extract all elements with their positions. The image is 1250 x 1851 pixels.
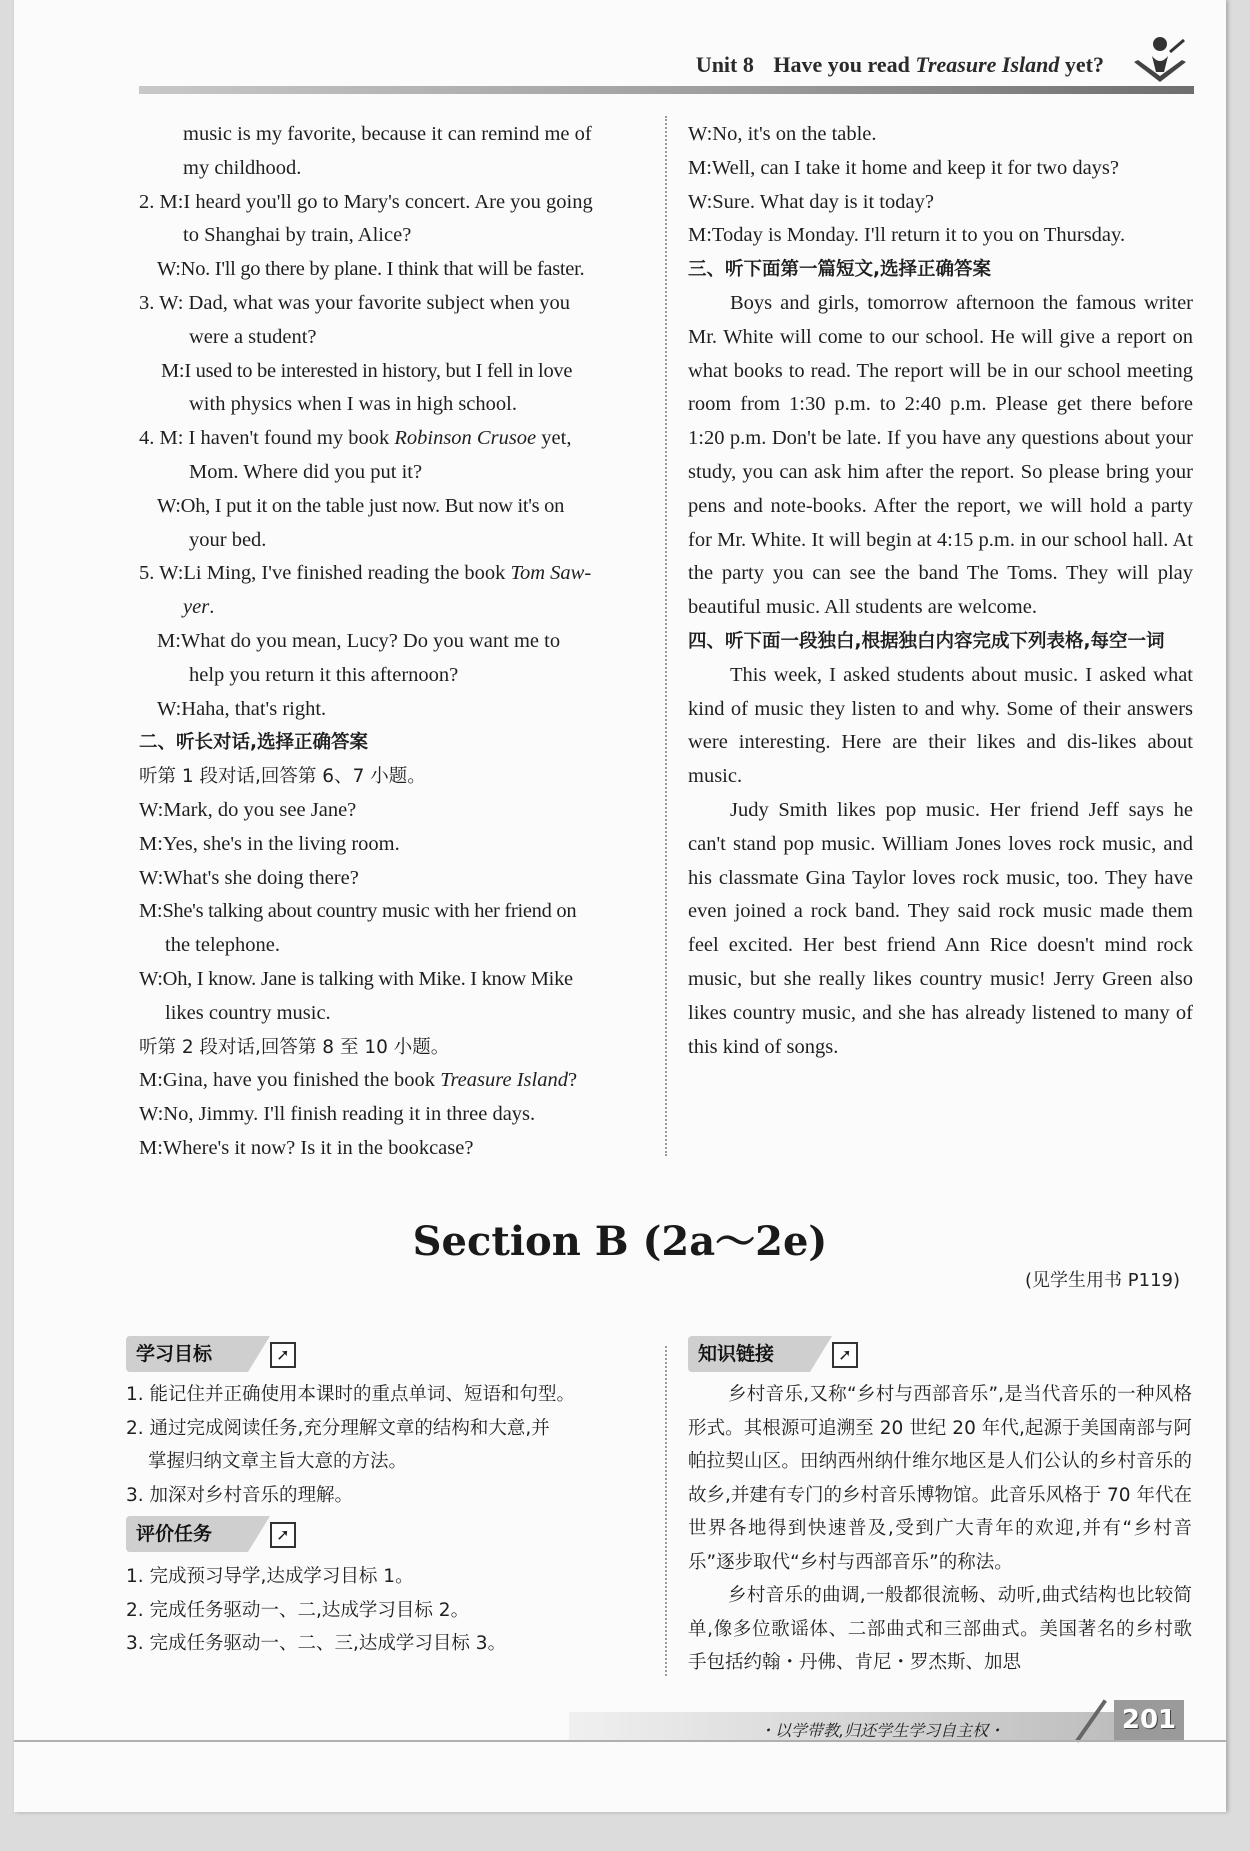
line — [139, 591, 651, 625]
line: M:She's talking about country music with her friend on — [139, 900, 577, 923]
evaluation-tasks-tag: 评价任务 — [126, 1516, 248, 1552]
section-title: Section B (2a～2e) — [412, 1218, 828, 1265]
line: M:Well, can I take it home and keep it for two days? — [688, 156, 1119, 179]
line: W:No, Jimmy. I'll finish reading it in three days. — [139, 1103, 536, 1126]
arrow-icon: ➚ — [832, 1342, 858, 1368]
line — [139, 1064, 651, 1098]
column-divider — [665, 1346, 667, 1676]
line: with physics when I was in high school. — [189, 393, 517, 416]
knowledge-text — [688, 1378, 1192, 1680]
section-heading: 四、听下面一段独白,根据独白内容完成下列表格,每空一词 — [688, 630, 1165, 652]
paragraph: Judy Smith likes pop music. Her friend Jeff says he can't stand pop music. William Jones loves rock music, and his classmate Gina Taylor loves rock music, too. They have even joined a rock band. They said rock music made them feel excited. Her best friend Ann Rice doesn't mind rock music, but she really likes country music! Jerry Green also likes country music, and she has already listened to many of this kind of songs. — [688, 798, 1193, 1058]
section-heading: 二、听长对话,选择正确答案 — [139, 732, 369, 754]
list-item: 3. 加深对乡村音乐的理解。 — [126, 1484, 354, 1506]
book-title: Robinson Crusoe — [394, 427, 537, 450]
header-bar — [139, 86, 1194, 94]
line-part: 4. M: I haven't found my book — [139, 427, 390, 450]
arrow-icon: ➚ — [270, 1522, 296, 1548]
line-part: . — [209, 596, 215, 619]
book-title: yer — [183, 596, 210, 619]
line: W:Mark, do you see Jane? — [139, 798, 357, 821]
column-divider — [665, 116, 667, 1156]
line: W:Oh, I put it on the table just now. But now it's on — [157, 494, 565, 517]
header-title — [696, 52, 1104, 78]
line — [139, 422, 651, 456]
line: were a student? — [189, 325, 317, 348]
page-number: 201 — [1114, 1700, 1184, 1740]
book-title: Tom Saw- — [510, 562, 592, 585]
line-part: 5. W:Li Ming, I've finished reading the book — [139, 562, 506, 585]
list-item: 掌握归纳文章主旨大意的方法。 — [148, 1451, 408, 1472]
student-book-reference: (见学生用书 P119) — [1025, 1270, 1180, 1291]
header-title-post: yet? — [1064, 52, 1104, 77]
evaluation-tasks-list — [126, 1560, 656, 1661]
header-title-pre: Have you read — [773, 52, 910, 77]
line: M:Where's it now? Is it in the bookcase? — [139, 1136, 474, 1159]
line: help you return it this afternoon? — [189, 663, 459, 686]
section-heading: 三、听下面第一篇短文,选择正确答案 — [688, 259, 992, 281]
line: 听第 1 段对话,回答第 6、7 小题。 — [139, 766, 426, 788]
list-item: 2. 通过完成阅读任务,充分理解文章的结构和大意,并 — [126, 1417, 550, 1439]
line: music is my favorite, because it can remind me of — [183, 123, 592, 145]
book-title: Treasure Island — [440, 1069, 568, 1092]
footer-slogan: ・以学带教,归还学生学习自主权・ — [759, 1721, 1005, 1740]
line: Mom. Where did you put it? — [189, 460, 423, 483]
line: M:Yes, she's in the living room. — [139, 832, 400, 855]
line: likes country music. — [165, 1001, 331, 1024]
line: the telephone. — [165, 934, 280, 957]
line: M:What do you mean, Lucy? Do you want me to — [157, 629, 561, 652]
paragraph: This week, I asked students about music. I asked what kind of music they listen to and why. Some of their answers were interesting. Here are their likes and dis-likes about music. — [688, 663, 1193, 788]
line: W:Oh, I know. Jane is talking with Mike. I know Mike — [139, 967, 573, 990]
list-item: 1. 能记住并正确使用本课时的重点单词、短语和句型。 — [126, 1384, 576, 1405]
line: W:Sure. What day is it today? — [688, 190, 934, 213]
line — [139, 557, 651, 591]
arrow-icon: ➚ — [270, 1342, 296, 1368]
line: my childhood. — [183, 156, 302, 179]
page-footer — [569, 1700, 1224, 1740]
line: 3. W: Dad, what was your favorite subject when you — [139, 291, 570, 314]
line: W:No, it's on the table. — [688, 123, 877, 145]
list-item: 3. 完成任务驱动一、二、三,达成学习目标 3。 — [126, 1633, 507, 1654]
list-item: 2. 完成任务驱动一、二,达成学习目标 2。 — [126, 1599, 470, 1621]
line-part: M:Gina, have you finished the book — [139, 1069, 436, 1092]
line: 2. M:I heard you'll go to Mary's concert. Are you going — [139, 190, 593, 213]
learning-goals-list — [126, 1378, 656, 1512]
line: your bed. — [189, 528, 267, 551]
paragraph: Boys and girls, tomorrow afternoon the famous writer Mr. White will come to our school. He will give a report on what books to read. The report will be in our school meeting room from 1:30 p.m. to 2:40 p.m. Please get there before 1:20 p.m. Don't be late. If you have any questions about your study, you can ask him after the report. So please bring your pens and note-books. After the report, we will hold a party for Mr. White. It will begin at 4:15 p.m. in our school hall. At the party you can see the band The Toms. They will play beautiful music. All students are welcome. — [688, 291, 1193, 619]
page-header — [139, 46, 1194, 102]
knowledge-link-tag: 知识链接 — [688, 1336, 810, 1372]
paragraph: 乡村音乐的曲调,一般都很流畅、动听,曲式结构也比较简单,像多位歌谣体、二部曲式和三部曲式。美国著名的乡村歌手包括约翰・丹佛、肯尼・罗杰斯、加思 — [688, 1585, 1192, 1673]
paragraph: 乡村音乐,又称“乡村与西部音乐”,是当代音乐的一种风格形式。其根源可追溯至 20 世纪 20 年代,起源于美国南部与阿帕拉契山区。田纳西州纳什维尔地区是人们公认的乡村音乐的故乡,并建有专门的乡村音乐博物馆。此音乐风格于 70 年代在世界各地得到快速普及,受到广大青年的欢迎,并有“乡村音乐”逐步取代“乡村与西部音乐”的称法。 — [688, 1384, 1192, 1573]
line: M:I used to be interested in history, but I fell in love — [161, 359, 573, 382]
line: M:Today is Monday. I'll return it to you on Thursday. — [688, 224, 1126, 247]
header-title-italic: Treasure Island — [915, 52, 1060, 77]
line: W:What's she doing there? — [139, 866, 359, 889]
header-unit: Unit 8 — [695, 52, 754, 77]
bottom-rule — [14, 1740, 1226, 1742]
reading-person-icon — [1124, 32, 1194, 92]
line: W:Haha, that's right. — [157, 697, 327, 720]
page — [14, 0, 1226, 1812]
line: W:No. I'll go there by plane. I think that will be faster. — [157, 258, 585, 281]
line-part: ? — [567, 1069, 578, 1092]
learning-goals-tag: 学习目标 — [126, 1336, 248, 1372]
left-column — [139, 118, 651, 1166]
right-column — [688, 118, 1193, 1064]
line: to Shanghai by train, Alice? — [183, 224, 412, 247]
line: 听第 2 段对话,回答第 8 至 10 小题。 — [139, 1036, 450, 1058]
list-item: 1. 完成预习导学,达成学习目标 1。 — [126, 1566, 414, 1587]
line-part: yet, — [541, 427, 572, 450]
